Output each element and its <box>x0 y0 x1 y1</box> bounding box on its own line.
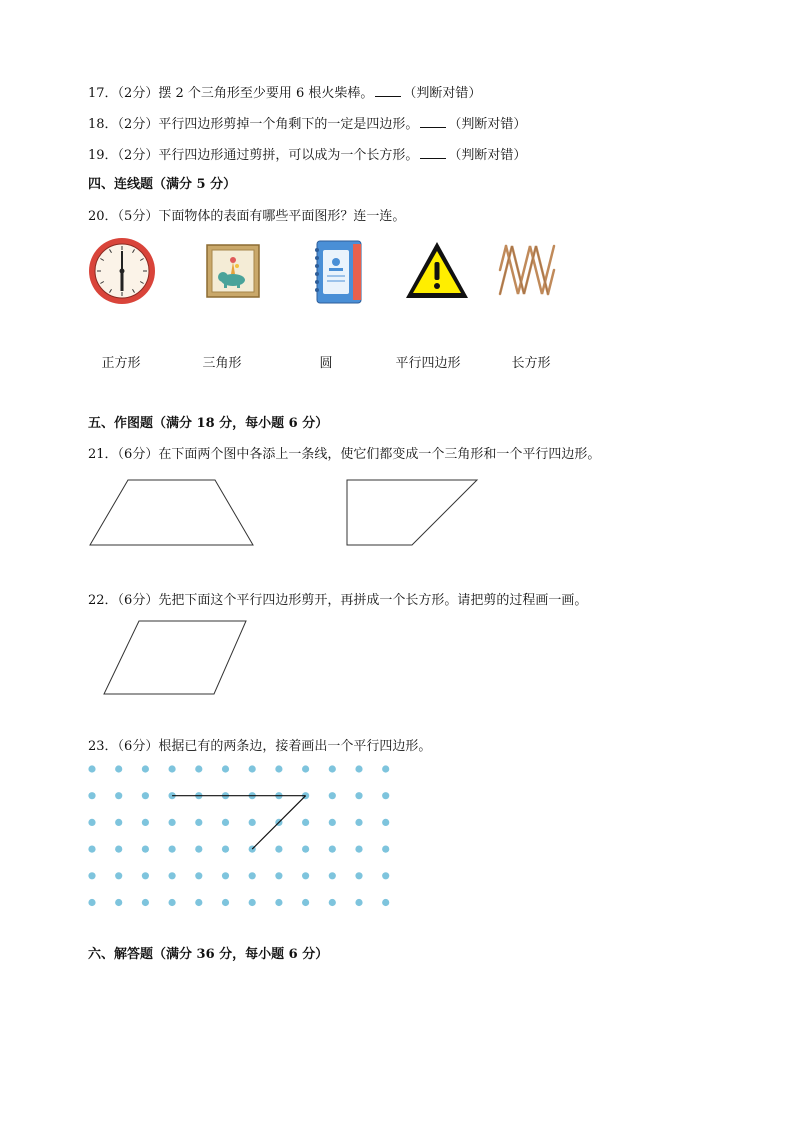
grid-dot[interactable] <box>275 872 282 879</box>
grid-dot[interactable] <box>302 819 309 826</box>
grid-dot[interactable] <box>169 872 176 879</box>
shape-label-square[interactable]: 正方形 <box>101 356 141 371</box>
picture-frame-icon[interactable] <box>206 244 260 298</box>
warning-sign-icon[interactable] <box>404 240 470 300</box>
trapezoid-figure[interactable] <box>88 478 256 548</box>
grid-dot[interactable] <box>115 819 122 826</box>
question-18 <box>88 115 526 133</box>
grid-dot[interactable] <box>142 846 149 853</box>
grid-dot[interactable] <box>195 819 202 826</box>
grid-dot[interactable] <box>222 846 229 853</box>
grid-dot[interactable] <box>329 846 336 853</box>
grid-dot[interactable] <box>329 765 336 772</box>
dot-grid[interactable] <box>84 762 400 908</box>
folding-lattice-icon[interactable] <box>497 242 557 298</box>
grid-dot[interactable] <box>169 899 176 906</box>
grid-dot[interactable] <box>142 819 149 826</box>
shape-label-triangle[interactable]: 三角形 <box>202 356 242 371</box>
grid-dot[interactable] <box>142 872 149 879</box>
grid-dot[interactable] <box>329 872 336 879</box>
grid-dot[interactable] <box>169 765 176 772</box>
grid-dot[interactable] <box>195 765 202 772</box>
shape-label-parallelogram[interactable]: 平行四边形 <box>395 356 461 371</box>
grid-dot[interactable] <box>329 819 336 826</box>
question-19-tail: （判断对错） <box>448 148 527 163</box>
grid-dot[interactable] <box>115 872 122 879</box>
grid-dot[interactable] <box>222 872 229 879</box>
question-23-text: 23．（6分）根据已有的两条边，接着画出一个平行四边形。 <box>88 739 432 754</box>
grid-dot[interactable] <box>195 846 202 853</box>
grid-dot[interactable] <box>302 765 309 772</box>
question-20-text: 20．（5分）下面物体的表面有哪些平面图形？连一连。 <box>88 209 406 224</box>
grid-dot[interactable] <box>382 765 389 772</box>
grid-dot[interactable] <box>142 792 149 799</box>
grid-dot[interactable] <box>275 765 282 772</box>
grid-dot[interactable] <box>382 846 389 853</box>
right-trapezoid-figure[interactable] <box>344 478 480 548</box>
grid-dot[interactable] <box>88 765 95 772</box>
shape-label-rectangle[interactable]: 长方形 <box>511 356 551 371</box>
grid-dot[interactable] <box>115 792 122 799</box>
grid-dot[interactable] <box>142 765 149 772</box>
grid-dot[interactable] <box>169 846 176 853</box>
question-21-text: 21．（6分）在下面两个图中各添上一条线，使它们都变成一个三角形和一个平行四边形。 <box>88 447 601 462</box>
question-18-tail: （判断对错） <box>448 117 527 132</box>
grid-dot[interactable] <box>88 792 95 799</box>
grid-dot[interactable] <box>88 819 95 826</box>
grid-dot[interactable] <box>115 765 122 772</box>
grid-dot[interactable] <box>382 899 389 906</box>
grid-dot[interactable] <box>88 899 95 906</box>
grid-dot[interactable] <box>275 899 282 906</box>
grid-dot[interactable] <box>88 872 95 879</box>
grid-dot[interactable] <box>88 846 95 853</box>
answer-blank-18[interactable] <box>420 115 446 128</box>
grid-dot[interactable] <box>355 765 362 772</box>
grid-dot[interactable] <box>382 819 389 826</box>
grid-dot[interactable] <box>355 899 362 906</box>
section-4-heading: 四、连线题（满分 5 分） <box>88 177 237 192</box>
grid-dot[interactable] <box>249 899 256 906</box>
grid-dot[interactable] <box>249 819 256 826</box>
given-edge-diagonal <box>252 796 305 849</box>
clock-icon[interactable] <box>86 236 158 306</box>
grid-dot[interactable] <box>382 792 389 799</box>
grid-dot[interactable] <box>222 819 229 826</box>
section-6-heading: 六、解答题（满分 36 分，每小题 6 分） <box>88 947 329 962</box>
notebook-icon[interactable] <box>313 240 365 304</box>
grid-dot[interactable] <box>382 872 389 879</box>
grid-dot[interactable] <box>302 846 309 853</box>
grid-dot[interactable] <box>329 792 336 799</box>
question-17 <box>88 84 481 102</box>
grid-dot[interactable] <box>355 872 362 879</box>
grid-dot[interactable] <box>195 872 202 879</box>
grid-dot[interactable] <box>302 872 309 879</box>
grid-dot[interactable] <box>169 819 176 826</box>
shape-label-circle[interactable]: 圆 <box>319 356 333 371</box>
grid-dot[interactable] <box>195 899 202 906</box>
parallelogram-figure[interactable] <box>102 619 248 697</box>
question-22-text: 22．（6分）先把下面这个平行四边形剪开，再拼成一个长方形。请把剪的过程画一画。 <box>88 593 588 608</box>
question-19-text: 19．（2分）平行四边形通过剪拼，可以成为一个长方形。 <box>88 148 419 163</box>
grid-dot[interactable] <box>222 899 229 906</box>
grid-dot[interactable] <box>249 765 256 772</box>
grid-dot[interactable] <box>275 846 282 853</box>
answer-blank-19[interactable] <box>420 146 446 159</box>
grid-dot[interactable] <box>115 846 122 853</box>
question-17-text: 17．（2分）摆 2 个三角形至少要用 6 根火柴棒。 <box>88 86 374 101</box>
grid-dot[interactable] <box>329 899 336 906</box>
section-5-heading: 五、作图题（满分 18 分，每小题 6 分） <box>88 416 329 431</box>
grid-dot[interactable] <box>249 872 256 879</box>
grid-dot[interactable] <box>355 819 362 826</box>
grid-dot[interactable] <box>355 792 362 799</box>
question-17-tail: （判断对错） <box>403 86 482 101</box>
grid-dot[interactable] <box>142 899 149 906</box>
question-19 <box>88 146 526 164</box>
answer-blank-17[interactable] <box>375 84 401 97</box>
grid-dot[interactable] <box>222 765 229 772</box>
grid-dot[interactable] <box>115 899 122 906</box>
question-18-text: 18．（2分）平行四边形剪掉一个角剩下的一定是四边形。 <box>88 117 419 132</box>
grid-dot[interactable] <box>302 899 309 906</box>
grid-dot[interactable] <box>355 846 362 853</box>
